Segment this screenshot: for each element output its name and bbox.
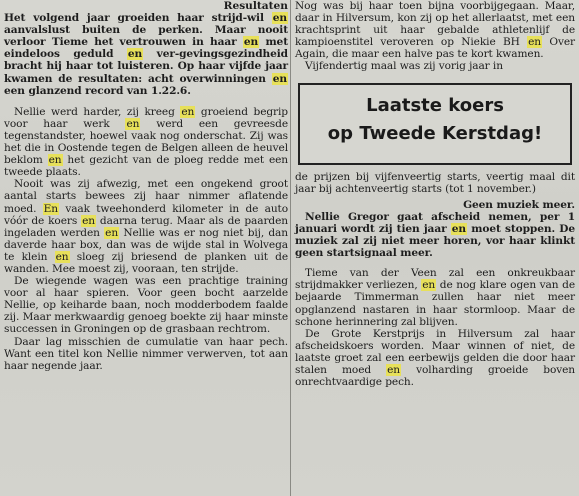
paragraph-2: Nellie werd harder, zij kreeg en groeiend begrip voor haar werk en werd een gevreesde tegenstandster, hoewel vaak nog onderschat. Zij was het die in Oostende tegen de Belgen alleen de heuvel beklom en het gezicht van de ploeg redde met een tweede plaats. xyxy=(4,105,289,179)
highlight: en xyxy=(387,363,401,376)
advertisement-box xyxy=(298,83,572,165)
highlight: en xyxy=(48,154,62,167)
highlight: En xyxy=(43,202,59,215)
paragraph-1: Het volgend jaar groeiden haar strijd-wil en aanvalslust buiten de perken. Maar nooit verloor Tieme het vertrouwen in haar en met eindeloos geduld en ver-gevingsgezindheid bracht hij haar tot luisteren. Op haar vijfde jaar kwamen de resultaten: acht overwinningen en een glanzend record van 1.22.6. xyxy=(4,12,288,97)
ad-headline-1: Laatste koers xyxy=(366,94,504,116)
highlight: en xyxy=(272,72,287,85)
highlight: en xyxy=(243,36,259,49)
highlight: en xyxy=(126,117,140,130)
subheading: Geen muziek meer. xyxy=(463,198,575,211)
highlight: en xyxy=(82,214,95,227)
paragraph-10: Tieme van der Veen zal een onkreukbaar strijdmakker verliezen, en de nog klare ogen van de bejaarde Timmerman zullen haar niet meer opglanzend nastaren in haar stormloop. Maar de schone herinnering zal blijven. xyxy=(295,267,575,328)
paragraph-9: Nellie Gregor gaat afscheid nemen, per 1 januari wordt zij tien jaar en moet stoppen. De muziek zal zij niet meer horen, vor haar klinkt geen startsignaal meer. xyxy=(295,210,575,260)
highlight: en xyxy=(55,250,69,263)
highlight: en xyxy=(272,12,287,25)
right-column xyxy=(295,0,575,388)
highlight: en xyxy=(528,36,542,49)
highlight: en xyxy=(422,279,436,292)
paragraph-6: Nog was bij haar toen bijna voorbijgegaan. Maar, daar in Hilversum, kon zij op het allerlaatst, met een krachtsprint uit haar gebalde athletenlijf de kampioenstitel veroveren op Niekie BH en Over Again, die maar een halve pas te kort kwamen. xyxy=(295,0,575,61)
ad-headline-2: op Tweede Kerstdag! xyxy=(327,122,543,144)
paragraph-5: Daar lag misschien de cumulatie van haar pech. Want een titel kon Nellie nimmer verwerven, tot aan haar negende jaar. xyxy=(4,335,288,372)
section-heading: Resultaten xyxy=(223,0,288,12)
highlight: en xyxy=(451,222,467,235)
column-divider xyxy=(290,0,291,496)
paragraph-8: de prijzen bij vijfenveertig starts, veertig maal dit jaar bij achtenveertig starts (tot 1 november.) xyxy=(295,170,575,195)
highlight: en xyxy=(181,105,195,118)
paragraph-7: Vijfendertig maal was zij vorig jaar in xyxy=(305,60,503,73)
paragraph-3: Nooit was zij afwezig, met een ongekend groot aantal starts bewees zij haar nimmer aflatende moed. En vaak tweehonderd kilometer in de auto vóór de koers en daarna terug. Maar als de paarden ingeladen werden en Nellie was er nog niet bij, dan daverde haar box, dan was de wijde stal in Wolvega te klein en sloeg zij briesend de planken uit de wanden. Mee moest zij, vooraan, ten strijde. xyxy=(4,178,288,275)
left-column xyxy=(4,0,288,372)
highlight: en xyxy=(127,48,143,61)
highlight: en xyxy=(105,226,119,239)
paragraph-4: De wiegende wagen was een prachtige training voor al haar spieren. Voor geen bocht aarzelde Nellie, op keiharde baan, noch modderbodem faalde zij. Maar merkwaardig genoeg boekte zij haar minste successen in Groningen op de grasbaan rechtrom. xyxy=(4,275,288,336)
paragraph-11: De Grote Kerstprijs in Hilversum zal haar afscheidskoers worden. Maar winnen of niet, de laatste groet zal een eerbewijs gelden die door haar stalen moed en volharding groeide boven onrechtvaardige pech. xyxy=(295,327,576,389)
